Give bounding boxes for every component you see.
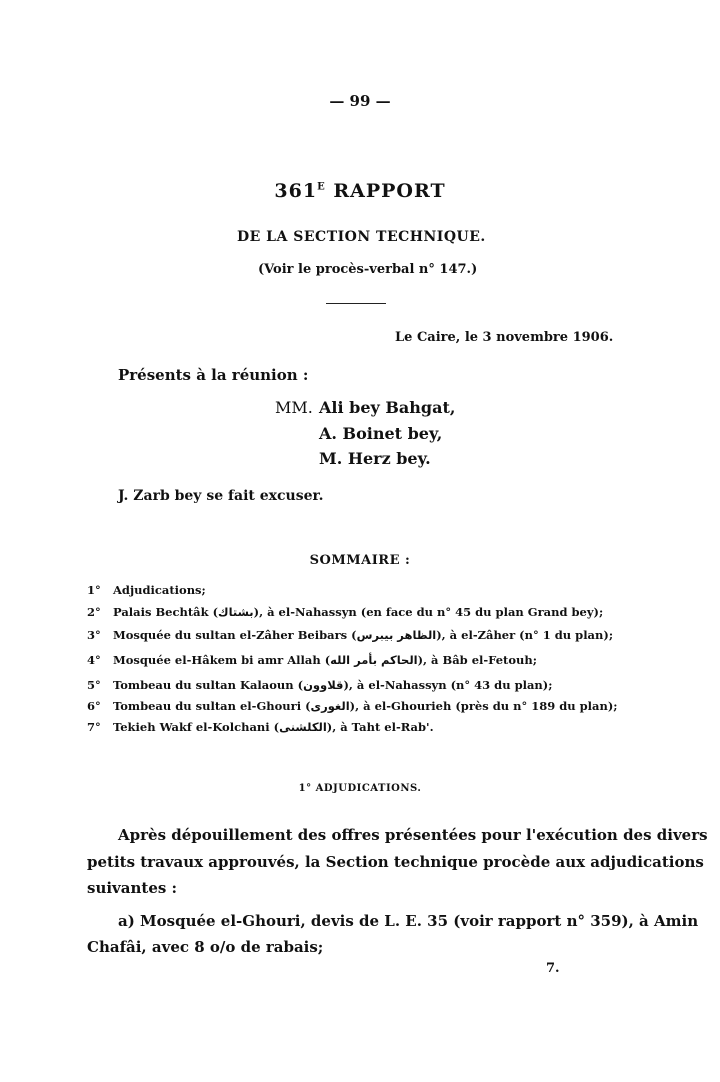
paragraph-line: suivantes : xyxy=(87,879,178,897)
adjudication-item-line: a) Mosquée el-Ghouri, devis de L. E. 35 (voir rapport n° 359), à Amin xyxy=(118,912,699,930)
paragraph-line: Après dépouillement des offres présentées pour l'exécution des divers xyxy=(118,826,708,844)
arabic-name: قلاوون xyxy=(303,678,344,692)
summary-item-text-after: ), à Taht el-Rab'. xyxy=(326,720,434,734)
signature-mark: 7. xyxy=(546,961,560,976)
report-word: RAPPORT xyxy=(333,180,446,202)
summary-item-number: 4° xyxy=(87,653,101,667)
report-number: 361 xyxy=(274,180,318,202)
summary-item-text-after: ), à el-Ghourieh (près du n° 189 du plan); xyxy=(349,699,618,713)
summary-item xyxy=(87,583,206,597)
separator-rule xyxy=(326,303,386,304)
summary-item-text-after: ), à Bâb el-Fetouh; xyxy=(417,653,537,667)
report-title xyxy=(0,180,720,202)
place-date: Le Caire, le 3 novembre 1906. xyxy=(395,330,614,345)
arabic-name: الغورى xyxy=(310,699,350,713)
paragraph-line: petits travaux approuvés, la Section technique procède aux adjudications xyxy=(87,853,704,871)
arabic-name: الكلشنى xyxy=(279,720,327,734)
summary-item xyxy=(87,699,618,713)
summary-item-text: Tombeau du sultan el-Ghouri ( xyxy=(113,699,311,713)
page-number: — 99 — xyxy=(329,92,391,110)
arabic-name: الحاكم بأمر الله xyxy=(330,653,418,667)
summary-item xyxy=(87,653,537,667)
summary-item-text: Mosquée el-Hâkem bi amr Allah ( xyxy=(113,653,331,667)
arabic-name: بشتاك xyxy=(218,605,254,619)
summary-item-text-after: ), à el-Nahassyn (n° 43 du plan); xyxy=(343,678,553,692)
summary-heading: SOMMAIRE : xyxy=(309,553,411,568)
report-number-suffix: E xyxy=(317,181,326,193)
member-name: M. Herz bey. xyxy=(319,449,431,468)
summary-item xyxy=(87,628,613,642)
excuse-note: J. Zarb bey se fait excuser. xyxy=(118,488,324,504)
summary-item-text-after: ), à el-Nahassyn (en face du n° 45 du plan Grand bey); xyxy=(253,605,604,619)
summary-item-text: Tombeau du sultan Kalaoun ( xyxy=(113,678,304,692)
summary-item-number: 7° xyxy=(87,720,101,734)
arabic-name: الظاهر بيبرس xyxy=(356,628,437,642)
summary-item-text: Adjudications; xyxy=(113,583,206,597)
report-subtitle: DE LA SECTION TECHNIQUE. xyxy=(237,229,486,245)
summary-item xyxy=(87,678,552,692)
summary-item-text: Palais Bechtâk ( xyxy=(113,605,219,619)
summary-item-number: 6° xyxy=(87,699,101,713)
member-name: A. Boinet bey, xyxy=(319,424,443,443)
report-reference: (Voir le procès-verbal n° 147.) xyxy=(258,262,478,277)
summary-item-number: 2° xyxy=(87,605,101,619)
summary-item xyxy=(87,605,603,619)
member-name: Ali bey Bahgat, xyxy=(319,398,456,417)
attendance-prefix: MM. xyxy=(275,398,313,417)
adjudication-item-line: Chafâi, avec 8 o/o de rabais; xyxy=(87,938,324,956)
summary-item xyxy=(87,720,434,734)
summary-item-number: 3° xyxy=(87,628,101,642)
section-heading: 1° ADJUDICATIONS. xyxy=(298,783,422,794)
summary-item-number: 1° xyxy=(87,583,101,597)
summary-item-text: Mosquée du sultan el-Zâher Beibars ( xyxy=(113,628,357,642)
summary-item-number: 5° xyxy=(87,678,101,692)
summary-item-text: Tekieh Wakf el-Kolchani ( xyxy=(113,720,280,734)
attendance-label: Présents à la réunion : xyxy=(118,366,309,384)
summary-item-text-after: ), à el-Zâher (n° 1 du plan); xyxy=(436,628,614,642)
